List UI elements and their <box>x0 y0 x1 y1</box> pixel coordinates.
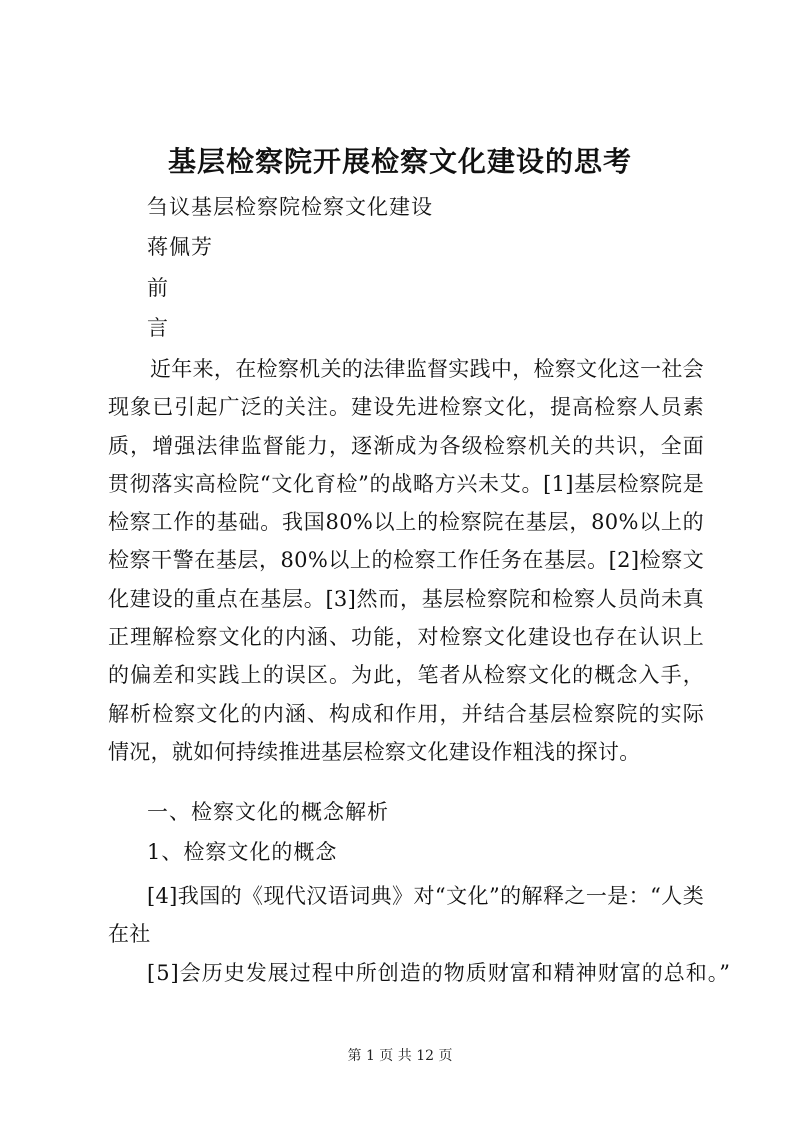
document-subtitle: 刍议基层检察院检察文化建设 <box>147 195 433 219</box>
section-heading: 一、检察文化的概念解析 <box>147 800 389 824</box>
document-title: 基层检察院开展检察文化建设的思考 <box>167 145 632 178</box>
author-name: 蒋佩芳 <box>147 235 213 259</box>
last-paragraph: [5]会历史发展过程中所创造的物质财富和精神财富的总和。” <box>147 961 731 985</box>
page-footer: 第 1 页 共 12 页 <box>347 1048 453 1064</box>
intro-paragraph: 近年来，在检察机关的法律监督实践中，检察文化这一社会现象已引起广泛的关注。建设先进检察文化，提高检察人员素质，增强法律监督能力，逐渐成为各级检察机关的共识，全面贯彻落实高检院“文化育检”的战略方兴未艾。[1]基层检察院是检察工作的基础。我国80%以上的检察院在基层，80%以上的检察干警在基层，80%以上的检察工作任务在基层。[2]检察文化建设的重点在基层。[3]然而，基层检察院和检察人员尚未真正理解检察文化的内涵、功能，对检察文化建设也存在认识上的偏差和实践上的误区。为此，笔者从检察文化的概念入手，解析检察文化的内涵、构成和作用，并结合基层检察院的实际情况，就如何持续推进基层检察文化建设作粗浅的探讨。 <box>108 357 704 764</box>
preface-heading-part2: 言 <box>147 316 169 340</box>
subsection-heading: 1、检察文化的概念 <box>147 840 338 864</box>
quote-paragraph: [4]我国的《现代汉语词典》对“文化”的解释之一是：“人类在社 <box>108 884 704 946</box>
preface-heading-part1: 前 <box>147 276 169 300</box>
